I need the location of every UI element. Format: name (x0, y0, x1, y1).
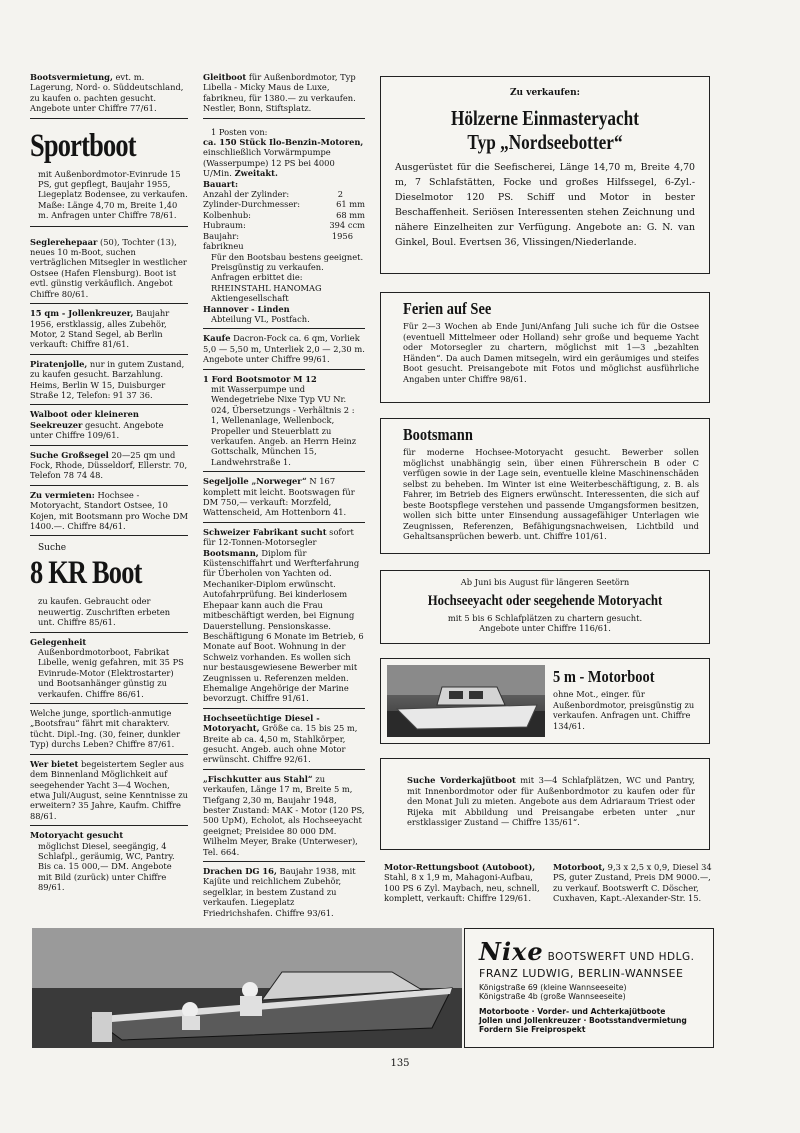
ad-kaufe-fock: Kaufe Dacron-Fock ca. 6 qm, Vorliek 5,0 — 5,50 m, Unterliek 2,0 — 2,30 m. Angebote unter Chiffre 99/61. (203, 329, 365, 369)
ad-piratenjolle: Piratenjolle, nur in gutem Zustand, zu kaufen gesucht. Barzahlung. Heims, Berlin W 15, Duisburger Straße 12, Telefon: 91 37 36. (30, 355, 188, 406)
sportboot-title: Sportboot (30, 127, 136, 164)
box-hochseeyacht: Ab Juni bis August für längeren Seetörn Hochseeyacht oder seegehende Motoryacht mit 5 bis 6 Schlafplätzen zu chartern gesucht. Angebote unter Chiffre 116/61. (380, 570, 710, 644)
box1-title2: Typ „Nordseebotter“ (467, 130, 623, 154)
spec-row: Hubraum: 394 ccm (203, 220, 365, 231)
ad-rettungsboot: Motor-Rettungsboot (Autoboot), Stahl, 8 x 1,9 m, Mahagoni-Aufbau, 100 PS 6 Zyl. Maybach, neu, schnell, komplett, verkauft: Chiffre 129/61. (384, 862, 540, 904)
ad-drachen: Drachen DG 16, Baujahr 1938, mit Kajüte und reichlichem Zubehör, segelklar, in bestem Zustand zu verkaufen. Liegeplatz Friedrichshafen. Chiffre 93/61. (203, 866, 356, 918)
nixe-logo: Nixe (479, 937, 544, 966)
box1-title1: Hölzerne Einmasteryacht (451, 106, 639, 130)
ad-walboot: Walboot oder kleineren Seekreuzer gesucht. Angebote unter Chiffre 109/61. (30, 405, 188, 445)
ad-segeljolle: Segeljolle „Norweger“ N 167 komplett mit leicht. Bootswagen für DM 750,— verkauft: Morzfeld, Wattenscheid, Am Hottenborn 41. (203, 472, 365, 523)
ad-8kr-boot: Suche 8 KR Boot zu kaufen. Gebraucht oder neuwertig. Zuschriften erbeten unt. Chiffre 85/61. (30, 536, 188, 632)
ad-jollenkreuzer: 15 qm - Jollenkreuzer, Baujahr 1956, erstklassig, alles Zubehör, Motor, 2 Stand Segel, ab Berlin verkauft: Chiffre 81/61. (30, 304, 188, 355)
box-einmasteryacht: Zu verkaufen: Hölzerne Einmasteryacht Typ „Nordseebotter“ Ausgerüstet für die Seefischerei, Länge 14,70 m, Breite 4,70 m, 7 Schlafstätten, Focke und großes Hilfssegel, 6-Zyl.-Dieselmotor 120 PS. Schiff und Motor in bester Beschaffenheit. Seriösen Interessenten stehen Zeichnung und nähere Einzelheiten zur Verfügung. Angebote an: G. N. van Ginkel, Boul. Evertsen 36, Vlissingen/Niederlande. (380, 76, 710, 274)
ad-ford-bootsmotor: 1 Ford Bootsmotor M 12 mit Wasserpumpe und Wendegetriebe Nixe Typ VU Nr. 024, Übersetzungs - Verhältnis 2 : 1, Wellenanlage, Wellenbock, Propeller und Steuerblatt zu verkaufen. Angeb. an Herrn Heinz Gottschalk, München 15, Landwehrstraße 1. (203, 370, 365, 473)
ad-zu-vermieten: Zu vermieten: Hochsee - Motoryacht, Standort Ostsee, 10 Kojen, mit Bootsmann pro Woche DM 1400.—. Chiffre 84/61. (30, 486, 188, 537)
ad-fischkutter: „Fischkutter aus Stahl“ zu verkaufen, Länge 17 m, Breite 5 m, Tiefgang 2,30 m, Baujahr 1948, bester Zustand: MAK - Motor (120 PS, 500 UpM), Echolot, als Hochseeyacht geeignet; Preisidee 80 000 DM. Wilhelm Meyer, Brake (Unterweser), Tel. 664. (203, 770, 365, 862)
spec-row: Anzahl der Zylinder: 2 (203, 189, 343, 200)
motorboat-photo-large (32, 928, 462, 1048)
spec-row: Baujahr: 1956 (203, 230, 353, 241)
kr-boot-title: 8 KR Boot (30, 555, 142, 592)
spec-table (203, 189, 365, 241)
spec-row: Kolbenhub: 68 mm (203, 209, 365, 220)
ad-gelegenheit: Gelegenheit Außenbordmotorboot, Fabrikat Libelle, wenig gefahren, mit 35 PS Evinrude-Motor (Elektrostarter) und Bootsanhänger günstig zu verkaufen. Chiffre 86/61. (30, 633, 188, 704)
ad-wer-bietet: Wer bietet begeistertem Segler aus dem Binnenland Möglichkeit auf seegehender Yacht 3—4 Wochen, etwa Juli/August, seine Kenntnisse zu erweitern? 35 Jahre, Kaufm. Chiffre 88/61. (30, 755, 188, 826)
ad-bootsfrau: Welche junge, sportlich-anmutige „Bootsfrau“ fährt mit charakterv. tücht. Dipl.-Ing. (30, feiner, dunkler Typ) durchs Leben? Chiffre 87/61. (30, 704, 188, 755)
box-5m-motorboot: 5 m - Motorboot ohne Mot., einger. für Außenbordmotor, preisgünstig zu verkaufen. Anfragen unt. Chiffre 134/61. (380, 658, 710, 744)
ad-motorboot-doescher: Motorboot, 9,3 x 2,5 x 0,9, Diesel 34 PS, guter Zustand, Preis DM 9000.—, zu verkauf. Bootswerft C. Döscher, Cuxhaven, Kapt.-Alexander-Str. 15. (553, 862, 712, 904)
ad-gleitboot: Gleitboot für Außenbordmotor, Typ Libella - Micky Maus de Luxe, fabrikneu, für 1380.— zu verkaufen. Nestler, Bonn, Stiftsplatz. (203, 68, 365, 119)
ad-sportboot: Sportboot mit Außenbordmotor-Evinrude 15 PS, gut gepflegt, Baujahr 1955, Liegeplatz Bodensee, zu verkaufen. Maße: Länge 4,70 m, Breite 1,40 m. Anfragen unter Chiffre 78/61. (30, 119, 188, 227)
ad-nixe-bootswerft: Nixe BOOTSWERFT UND HDLG. FRANZ LUDWIG, BERLIN-WANNSEE Königstraße 69 (kleine Wannseeseite) Königstraße 4b (große Wannseeseite) Motorboote · Vorder- und Achterkajütboote Jollen und Jollenkreuzer · Bootsstandvermietung Fordern Sie Freiprospekt (464, 928, 714, 1048)
page-number: 135 (390, 1058, 410, 1069)
ad-schweizer-fabrikant: Schweizer Fabrikant sucht sofort für 12-Tonnen-Motorsegler Bootsmann, Diplom für Küstenschiffahrt und Werfterfahrung für Überholen von Yachten od. Mechaniker-Diplom erwünscht. Autofahrprüfung. Bei kinderlosem Ehepaar kann auch die Frau mitbeschäftigt werden, bei Eignung Dauerstellung. Pensionskasse. Beschäftigung 6 Monate im Betrieb, 6 Monate auf Boot. Wohnung in der Schweiz vorhanden. Es wollen sich nur bestausgewiesene Bewerber mit Zeugnissen u. Referenzen melden. Ehemalige Angehörige der Marine bevorzugt. Chiffre 91/61. (203, 523, 365, 709)
ad-hochsee-diesel: Hochseetüchtige Diesel - Motoryacht, Größe ca. 15 bis 25 m, Breite ab ca. 4,50 m, Stahlkörper, gesucht. Angeb. auch ohne Motor erwünscht. Chiffre 92/61. (203, 709, 365, 770)
motorboat-photo (387, 665, 545, 737)
ad-motoryacht-gesucht: Motoryacht gesucht möglichst Diesel, seegängig, 4 Schlafpl., geräumig, WC, Pantry. Bis ca. 15 000,— DM. Angebote mit Bild (zurück) unter Chiffre 89/61. (30, 830, 175, 893)
speedboat-illustration (32, 928, 462, 1048)
ad-ilo-motoren: 1 Posten von: ca. 150 Stück Ilo-Benzin-Motoren, einschließlich Vorwärmpumpe (Wasserpumpe) 12 PS bei 4000 U/Min. Zweitakt. Bauart: Anzahl der Zylinder: 2 Zylinder-Durchmesser: 61 mm Kolbenhub: 68 mm Hubraum: 394 ccm Baujahr: 1956 fabrikneu Für den Bootsbau bestens geeignet. Preisgünstig zu verkaufen. Anfragen erbittet die: RHEINSTAHL HANOMAG Aktiengesellschaft Hannover - Linden Abteilung VL, Postfach. (203, 119, 365, 330)
column-1 (30, 68, 188, 897)
spec-row: Zylinder-Durchmesser: 61 mm (203, 199, 365, 210)
box-vorderkajuetboot: Suche Vorderkajütboot mit 3—4 Schlafplätzen, WC und Pantry, mit Innenbordmotor oder für Außenbordmotor zu kaufen oder für den Monat Juli zu mieten. Angebote aus dem Adriaraum Triest oder Rijeka mit Abbildung und Preisangabe erbeten unter „nur erstklassiger Zustand — Chiffre 135/61“. (380, 758, 710, 850)
ad-bootsvermietung: Bootsvermietung, evt. m. Lagerung, Nord- o. Süddeutschland, zu kaufen o. pachten gesucht. Angebote unter Chiffre 77/61. (30, 68, 188, 119)
ad-seglerehepaar: Seglerehepaar (50), Tochter (13), neues 10 m-Boot, suchen verträglichen Mitsegler in westlicher Ostsee (Hafen Flensburg). Boot ist evtl. günstig verkäuflich. Angebot Chiffre 80/61. (30, 233, 188, 304)
box-bootsmann: Bootsmann für moderne Hochsee-Motoryacht gesucht. Bewerber sollen möglichst unabhängig sein, über einen Führerschein B oder C verfügen sowie in der Lage sein, eventuelle kleine Maschinenschäden selbst zu beheben. Im Winter ist eine Weiterbeschäftigung, z. B. als Fahrer, im Betrieb des Eigners erwünscht. Interessenten, die sich auf beste Bootspflege verstehen und passende Umgangsformen besitzen, wollen sich bitte unter Einsendung aussagefähiger Unterlagen wie Zeugnissen, Referenzen, Befähigungsnachweisen, Lichtbild und Gehaltsansprüchen bewerb. unt. Chiffre 101/61. (380, 418, 710, 554)
column-2 (203, 68, 365, 922)
ad-grosssegel: Suche Großsegel 20—25 qm und Fock, Rhode, Düsseldorf, Ellerstr. 70, Telefon 78 74 48. (30, 446, 188, 486)
box-ferien-auf-see: Ferien auf See Für 2—3 Wochen ab Ende Juni/Anfang Juli suche ich für die Ostsee (eventuell Mittelmeer oder Holland) sehr große und bequeme Yacht oder Motorsegler zu chartern, möglichst mit 1—3 „bezahlten Händen“. Da auch Damen mitsegeln, wird ein geräumiges und steifes Boot gesucht. Preisangebote mit Fotos und möglichst ausführliche Angaben unter Chiffre 98/61. (380, 292, 710, 403)
boat-illustration (387, 665, 545, 737)
